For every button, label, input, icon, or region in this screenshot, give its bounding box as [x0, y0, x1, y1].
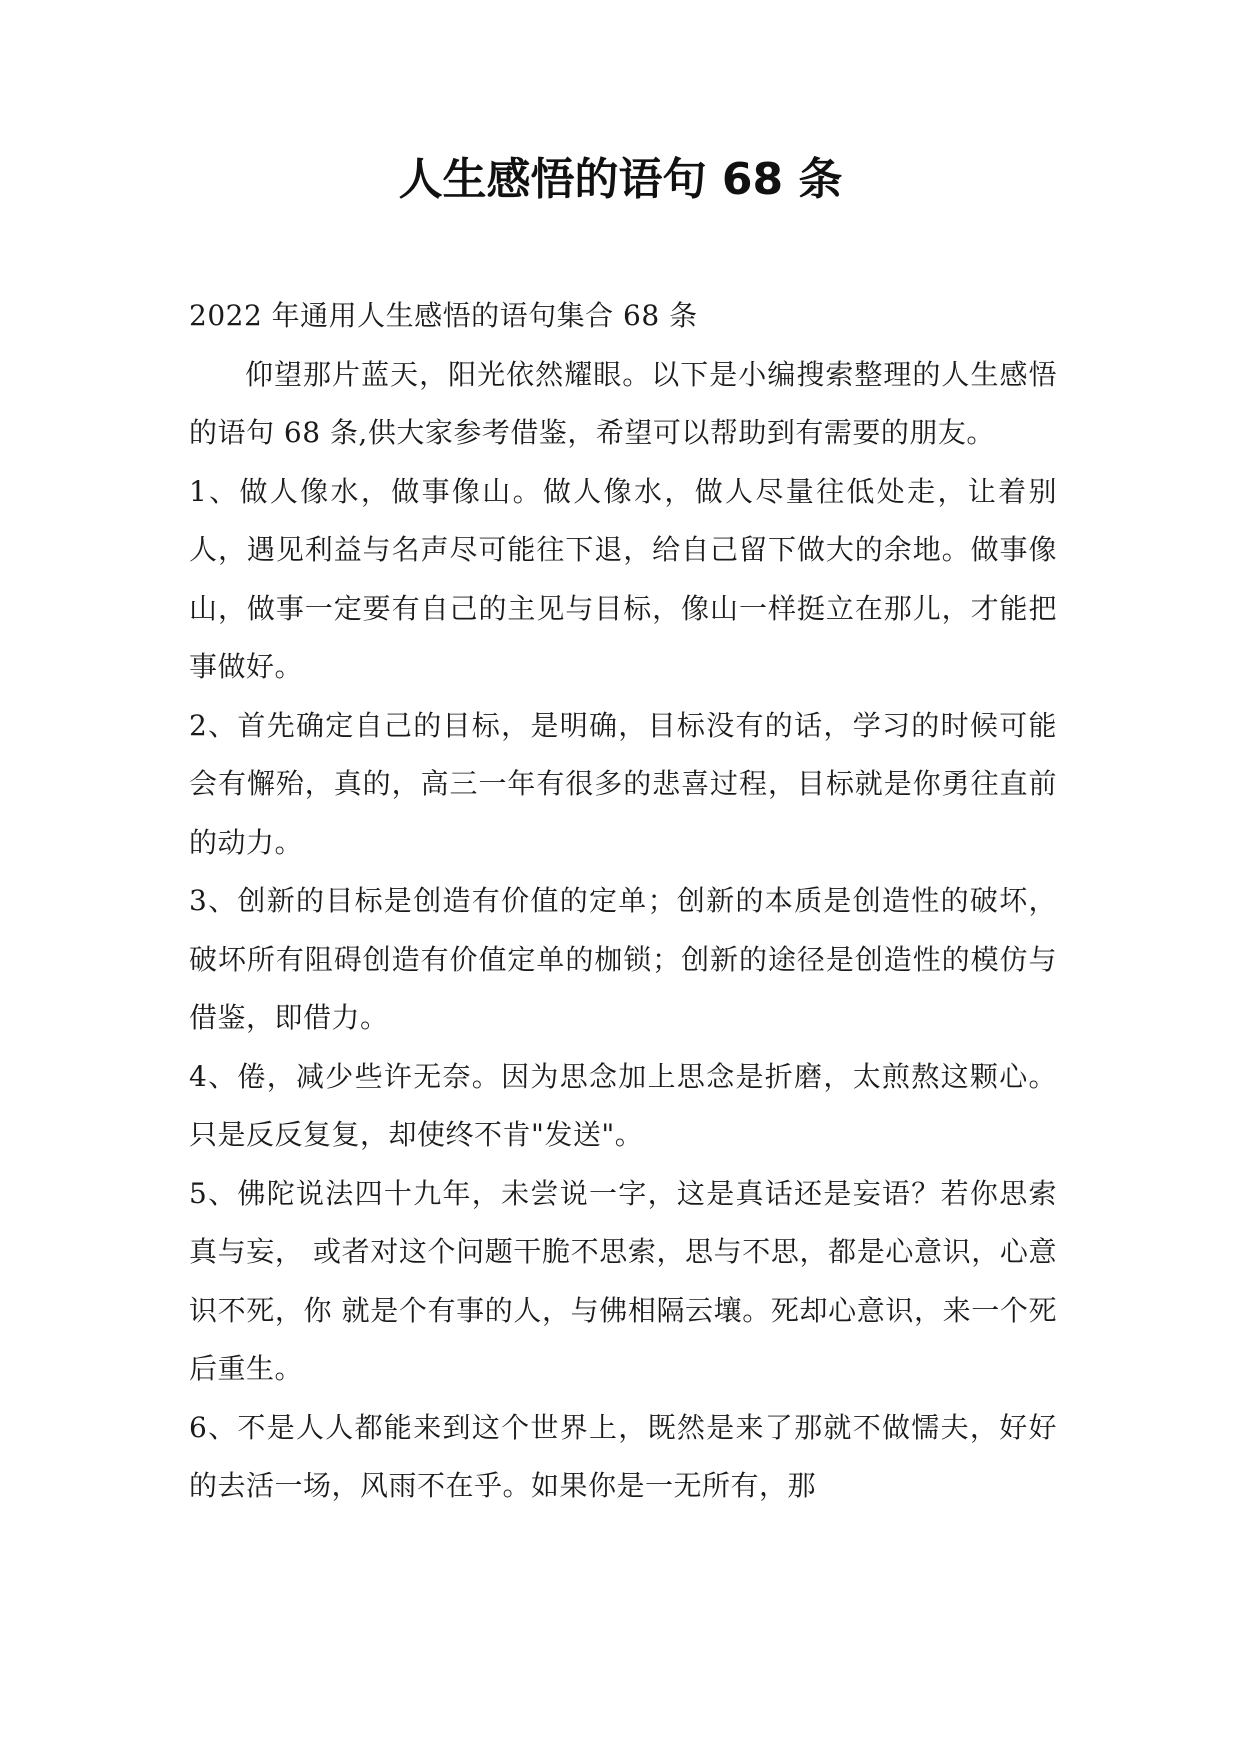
- document-body: [189, 287, 1057, 1516]
- list-item: 2、首先确定自己的目标，是明确，目标没有的话，学习的时候可能会有懈殆，真的，高三一年有很多的悲喜过程，目标就是你勇往直前的动力。: [189, 708, 1057, 859]
- list-item: 5、佛陀说法四十九年，未尝说一字，这是真话还是妄语？若你思索真与妄， 或者对这个问题干脆不思索，思与不思，都是心意识，心意识不死，你 就是个有事的人，与佛相隔云壤。死却心意识，来一个死后重生。: [189, 1176, 1057, 1385]
- document-title: 人生感悟的语句 68 条: [398, 154, 843, 205]
- list-item: 3、创新的目标是创造有价值的定单；创新的本质是创造性的破坏，破坏所有阻碍创造有价值定单的枷锁；创新的途径是创造性的模仿与借鉴，即借力。: [189, 884, 1057, 1034]
- intro-paragraph: 仰望那片蓝天，阳光依然耀眼。以下是小编搜索整理的人生感悟的语句 68 条,供大家参考借鉴，希望可以帮助到有需要的朋友。: [189, 357, 1057, 449]
- list-item: 6、不是人人都能来到这个世界上，既然是来了那就不做懦夫，好好的去活一场，风雨不在乎。如果你是一无所有，那: [189, 1410, 1057, 1502]
- document-subtitle: 2022 年通用人生感悟的语句集合 68 条: [189, 299, 698, 332]
- list-item: 4、倦，减少些许无奈。因为思念加上思念是折磨，太煎熬这颗心。只是反反复复，却使终不肯"发送"。: [189, 1059, 1057, 1151]
- list-item: 1、做人像水，做事像山。做人像水，做人尽量往低处走，让着别人，遇见利益与名声尽可能往下退，给自己留下做大的余地。做事像山，做事一定要有自己的主见与目标，像山一样挺立在那儿，才能把事做好。: [189, 474, 1057, 683]
